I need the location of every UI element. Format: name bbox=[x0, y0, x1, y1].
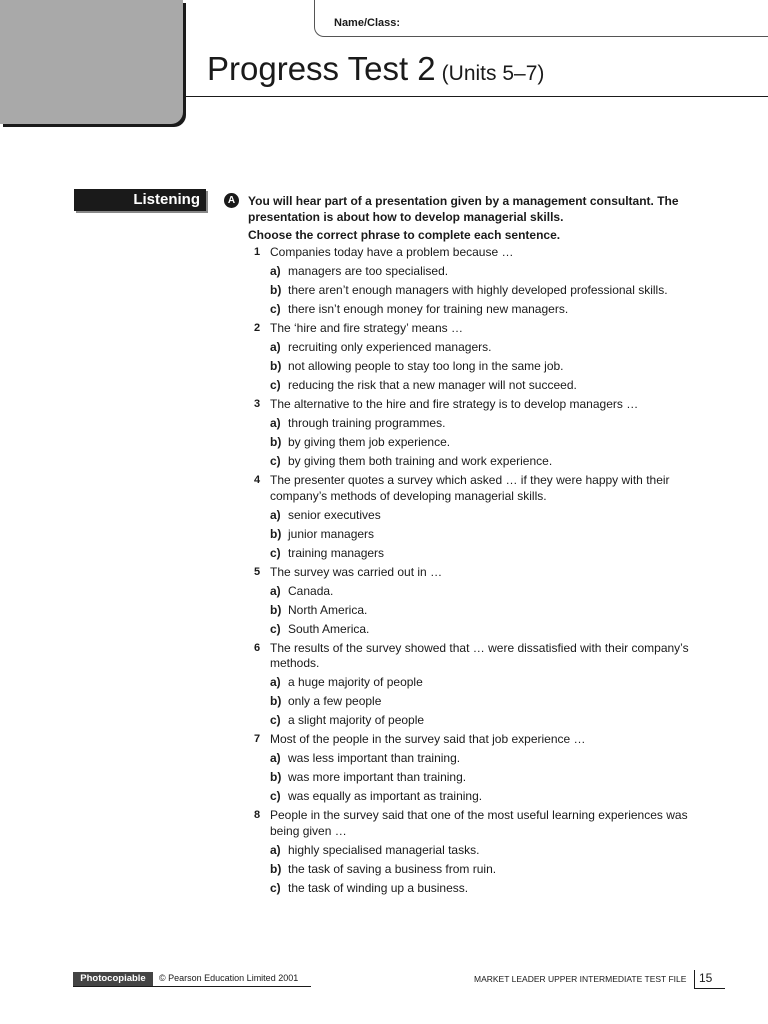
question-text: Companies today have a problem because … bbox=[270, 245, 514, 259]
answer-option bbox=[250, 264, 700, 280]
question-number: 1 bbox=[254, 246, 261, 258]
option-letter: a) bbox=[270, 416, 281, 430]
title-units: (Units 5–7) bbox=[441, 62, 545, 85]
option-letter: c) bbox=[270, 545, 281, 560]
option-letter: a) bbox=[270, 583, 281, 598]
question-list bbox=[250, 245, 700, 900]
option-letter: b) bbox=[270, 526, 282, 541]
header-rule bbox=[186, 96, 768, 97]
option-letter: b) bbox=[270, 359, 282, 373]
question-item bbox=[250, 473, 700, 561]
question-number: 8 bbox=[254, 809, 261, 821]
answer-option bbox=[250, 843, 700, 859]
option-letter: b) bbox=[270, 435, 282, 449]
question-stem bbox=[250, 397, 700, 413]
option-letter: b) bbox=[270, 283, 282, 297]
question-stem bbox=[250, 641, 700, 672]
option-letter: c) bbox=[270, 880, 281, 895]
option-text: North America. bbox=[288, 602, 368, 617]
answer-option bbox=[250, 435, 700, 451]
option-letter: c) bbox=[270, 621, 281, 636]
section-tab-listening: Listening bbox=[74, 189, 206, 211]
option-text: senior executives bbox=[288, 507, 381, 522]
answer-option bbox=[250, 713, 700, 729]
answer-option bbox=[250, 527, 700, 543]
option-text: was more important than training. bbox=[288, 770, 467, 784]
answer-option bbox=[250, 416, 700, 432]
answer-option bbox=[250, 675, 700, 691]
option-text: the task of winding up a business. bbox=[288, 880, 469, 895]
question-item bbox=[250, 732, 700, 805]
question-text: The alternative to the hire and fire strategy is to develop managers … bbox=[270, 397, 639, 411]
option-letter: a) bbox=[270, 751, 281, 765]
answer-option bbox=[250, 340, 700, 356]
question-text: People in the survey said that one of the most useful learning experiences was being given … bbox=[270, 808, 688, 838]
question-text: The ‘hire and fire strategy’ means … bbox=[270, 321, 463, 335]
option-letter: a) bbox=[270, 675, 281, 689]
answer-option bbox=[250, 454, 700, 470]
option-text: through training programmes. bbox=[288, 416, 446, 430]
option-letter: a) bbox=[270, 507, 281, 522]
option-text: was less important than training. bbox=[288, 751, 461, 765]
question-stem bbox=[250, 565, 700, 581]
question-stem bbox=[250, 473, 700, 504]
option-text: Canada. bbox=[288, 583, 334, 598]
footer-rule bbox=[73, 986, 311, 987]
question-number: 5 bbox=[254, 565, 261, 578]
question-stem bbox=[250, 732, 700, 748]
option-letter: b) bbox=[270, 694, 282, 708]
question-number: 4 bbox=[254, 474, 261, 486]
answer-option bbox=[250, 603, 700, 619]
option-text: recruiting only experienced managers. bbox=[288, 340, 492, 354]
option-letter: c) bbox=[270, 454, 281, 468]
page-title bbox=[207, 50, 544, 88]
photocopiable-badge: Photocopiable bbox=[73, 972, 153, 986]
option-text: there isn’t enough money for training new managers. bbox=[288, 302, 569, 316]
question-text: The presenter quotes a survey which asked … if they were happy with their company’s methods of developing managerial skills. bbox=[270, 473, 670, 503]
answer-option bbox=[250, 789, 700, 805]
instructions-intro: You will hear part of a presentation given by a management consultant. The presentation is about how to develop managerial skills. bbox=[248, 194, 679, 224]
option-text: was equally as important as training. bbox=[288, 789, 483, 803]
option-text: by giving them job experience. bbox=[288, 435, 451, 449]
page-number: 15 bbox=[699, 971, 713, 985]
option-letter: a) bbox=[270, 264, 281, 278]
option-text: reducing the risk that a new manager will not succeed. bbox=[288, 378, 577, 392]
page-number-box bbox=[694, 970, 725, 989]
title-main: Progress Test 2 bbox=[207, 50, 436, 87]
answer-option bbox=[250, 546, 700, 562]
option-letter: c) bbox=[270, 713, 281, 727]
option-letter: a) bbox=[270, 842, 281, 857]
question-item bbox=[250, 245, 700, 318]
question-text: The results of the survey showed that … were dissatisfied with their company’s methods. bbox=[270, 640, 689, 670]
book-title: MARKET LEADER UPPER INTERMEDIATE TEST FILE bbox=[474, 974, 687, 984]
option-letter: a) bbox=[270, 340, 281, 354]
question-item bbox=[250, 808, 700, 896]
option-text: not allowing people to stay too long in the same job. bbox=[288, 359, 564, 373]
question-item bbox=[250, 397, 700, 470]
option-text: managers are too specialised. bbox=[288, 264, 449, 278]
option-letter: c) bbox=[270, 789, 281, 803]
answer-option bbox=[250, 584, 700, 600]
question-stem bbox=[250, 321, 700, 337]
answer-option bbox=[250, 359, 700, 375]
option-text: South America. bbox=[288, 621, 370, 636]
question-item bbox=[250, 321, 700, 394]
question-stem bbox=[250, 808, 700, 839]
answer-option bbox=[250, 378, 700, 394]
instructions-task: Choose the correct phrase to complete each sentence. bbox=[248, 228, 561, 242]
option-text: only a few people bbox=[288, 694, 382, 708]
option-letter: c) bbox=[270, 378, 281, 392]
question-item bbox=[250, 641, 700, 729]
question-number: 6 bbox=[254, 641, 261, 654]
corner-block bbox=[0, 0, 183, 124]
answer-option bbox=[250, 694, 700, 710]
question-text: The survey was carried out in … bbox=[270, 564, 443, 579]
answer-option bbox=[250, 751, 700, 767]
option-letter: b) bbox=[270, 770, 282, 784]
option-text: junior managers bbox=[288, 526, 375, 541]
option-text: a slight majority of people bbox=[288, 713, 425, 727]
option-text: a huge majority of people bbox=[288, 675, 423, 689]
copyright-text: © Pearson Education Limited 2001 bbox=[159, 973, 299, 983]
answer-option bbox=[250, 302, 700, 318]
question-item bbox=[250, 565, 700, 638]
answer-option bbox=[250, 508, 700, 524]
option-text: by giving them both training and work experience. bbox=[288, 454, 553, 468]
option-text: highly specialised managerial tasks. bbox=[288, 842, 480, 857]
option-text: there aren’t enough managers with highly developed professional skills. bbox=[288, 283, 668, 297]
option-letter: c) bbox=[270, 302, 281, 316]
answer-option bbox=[250, 622, 700, 638]
instructions bbox=[248, 193, 698, 243]
question-number: 2 bbox=[254, 322, 261, 334]
answer-option bbox=[250, 862, 700, 878]
question-stem bbox=[250, 245, 700, 261]
answer-option bbox=[250, 770, 700, 786]
name-class-label: Name/Class: bbox=[334, 17, 401, 29]
question-text: Most of the people in the survey said that job experience … bbox=[270, 732, 586, 746]
answer-option bbox=[250, 881, 700, 897]
question-number: 3 bbox=[254, 398, 261, 410]
option-letter: b) bbox=[270, 602, 282, 617]
section-badge: A bbox=[224, 193, 239, 208]
answer-option bbox=[250, 283, 700, 299]
option-letter: b) bbox=[270, 861, 282, 876]
option-text: training managers bbox=[288, 545, 385, 560]
option-text: the task of saving a business from ruin. bbox=[288, 861, 497, 876]
question-number: 7 bbox=[254, 733, 261, 745]
